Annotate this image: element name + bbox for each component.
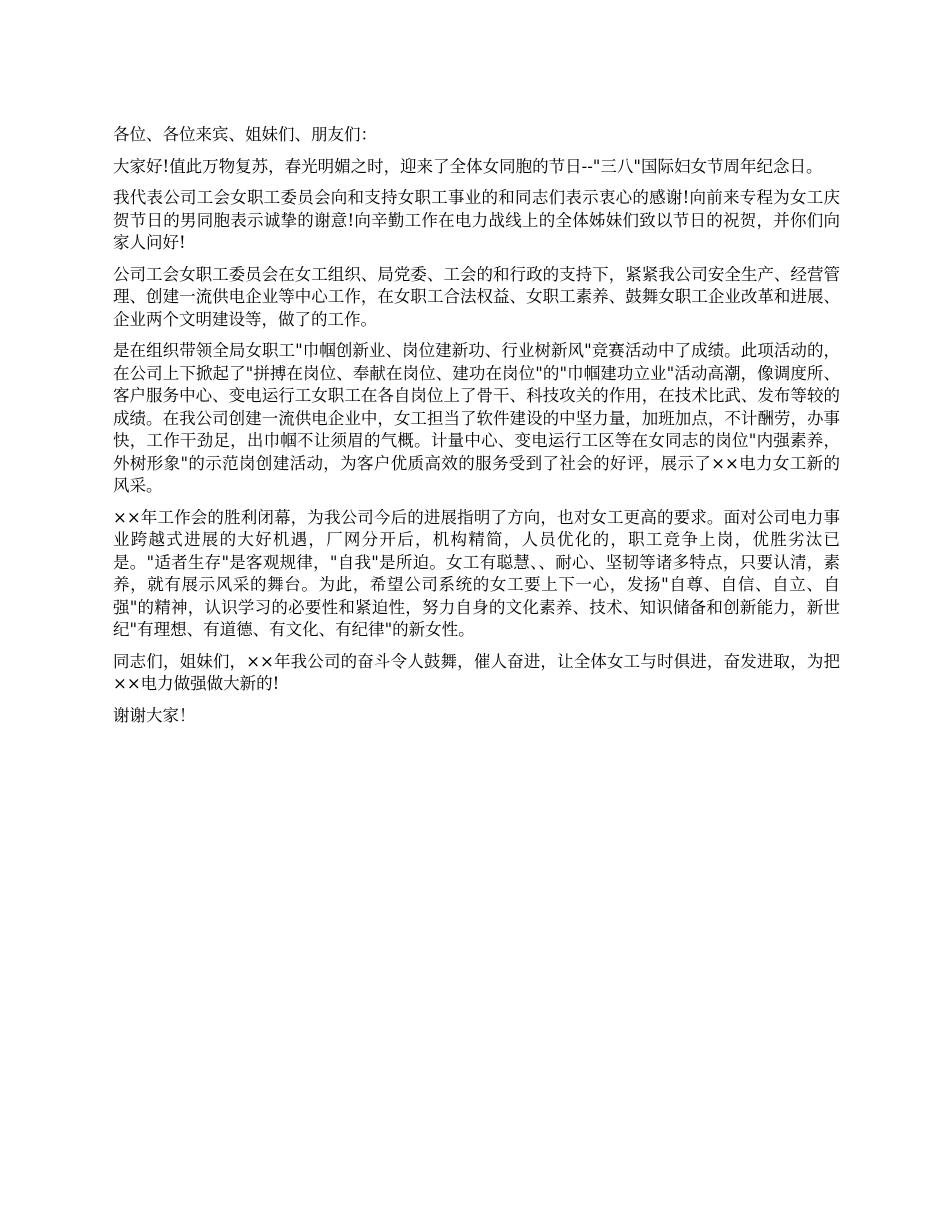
paragraph-greeting: 大家好!值此万物复苏，春光明媚之时，迎来了全体女同胞的节日--"三八"国际妇女节周年纪念日。: [113, 156, 823, 176]
paragraph-committee-work: 公司工会女职工委员会在女工组织、局党委、工会的和行政的支持下，紧紧我公司安全生产、经营管理、创建一流供电企业等中心工作，在女职工合法权益、女职工素养、鼓舞女职工企业改革和进展、企业两个文明建设等，做了的工作。: [113, 264, 840, 329]
paragraph-thank-you: 谢谢大家！: [113, 705, 196, 725]
paragraph-outlook: ××年工作会的胜利闭幕，为我公司今后的进展指明了方向，也对女工更高的要求。面对公司电力事业跨越式进展的大好机遇，厂网分开后，机构精简，人员优化的，职工竞争上岗，优胜劣汰已是。"适者生存"是客观规律，"自我"是所迫。女工有聪慧、、耐心、坚韧等诸多特点，只要认清，素养，就有展示风采的舞台。为此，希望公司系统的女工要上下一心，发扬"自尊、自信、自立、自强"的精神，认识学习的必要性和紧迫性，努力自身的文化素养、技术、知识储备和创新能力，新世纪"有理想、有道德、有文化、有纪律"的新女性。: [113, 507, 840, 639]
paragraph-thanks: 我代表公司工会女职工委员会向和支持女职工事业的和同志们表示衷心的感谢!向前来专程为女工庆贺节日的男同胞表示诚挚的谢意!向辛勤工作在电力战线上的全体姊妹们致以节日的祝贺，并你们向家人问好!: [113, 188, 840, 252]
document-body: [113, 124, 840, 736]
paragraph-closing: 同志们，姐妹们，××年我公司的奋斗令人鼓舞，催人奋进，让全体女工与时俱进，奋发进取，为把××电力做强做大新的!: [113, 651, 840, 693]
salutation: 各位、各位来宾、姐妹们、朋友们：: [113, 125, 377, 144]
paragraph-achievements: 是在组织带领全局女职工"巾帼创新业、岗位建新功、行业树新风"竞赛活动中了成绩。此项活动的，在公司上下掀起了"拼搏在岗位、奉献在岗位、建功在岗位"的"巾帼建功立业"活动高潮，像调度所、客户服务中心、变电运行工女职工在各自岗位上了骨干、科技攻关的作用，在技术比武、发布等较的成绩。在我公司创建一流供电企业中，女工担当了软件建设的中坚力量，加班加点，不计酬劳，办事快，工作干劲足，出巾帼不让须眉的气概。计量中心、变电运行工区等在女同志的岗位"内强素养，外树形象"的示范岗创建活动，为客户优质高效的服务受到了社会的好评，展示了××电力女工新的风采。: [113, 341, 840, 495]
